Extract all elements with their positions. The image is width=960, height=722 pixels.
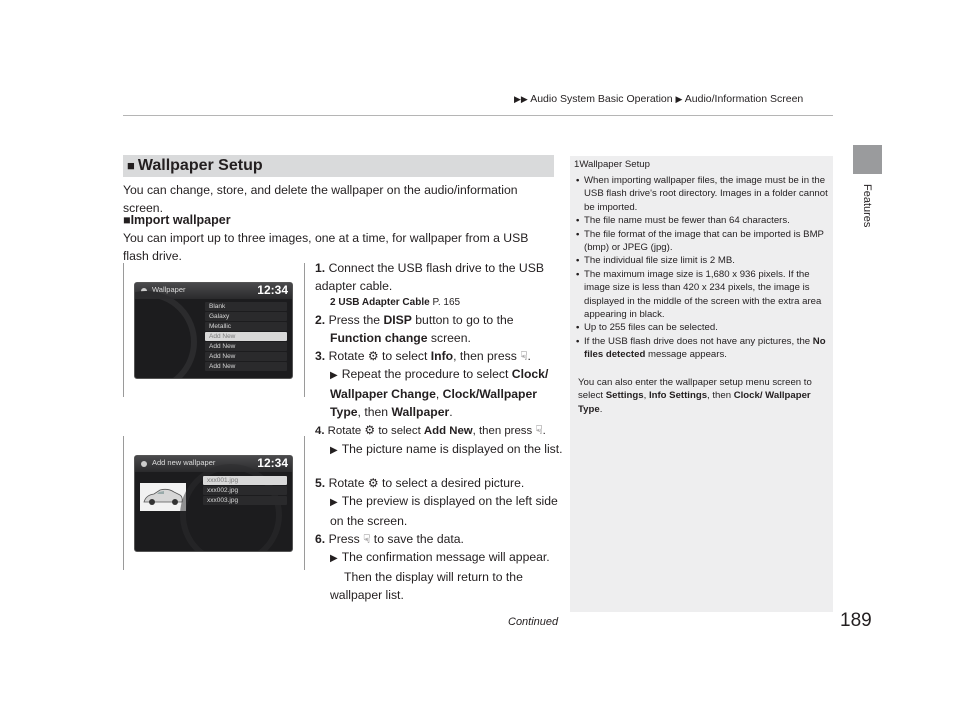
step-text: to select <box>375 425 424 437</box>
step-text: button to go to the <box>411 313 514 327</box>
menu-name: Clock/ Wallpaper Change <box>330 367 549 401</box>
step-6 <box>315 530 565 548</box>
side-note-title: Wallpaper Setup <box>579 159 650 170</box>
continued-label: Continued <box>508 616 559 628</box>
press-knob-icon: ☟ <box>535 423 543 437</box>
step-5 <box>315 474 565 492</box>
subheading-square-icon: ■ <box>123 213 131 227</box>
step-number: 4. <box>315 425 325 437</box>
subheading <box>123 211 231 229</box>
step-text: screen. <box>427 331 471 345</box>
breadcrumb-item: Audio System Basic Operation <box>530 93 673 105</box>
list-item[interactable]: Add New <box>205 332 287 341</box>
list-item[interactable]: Add New <box>205 352 287 361</box>
substep-arrow-icon: ▶ <box>330 497 338 508</box>
list-item[interactable]: xxx001.jpg <box>203 476 287 485</box>
step-text: Press the <box>328 313 384 327</box>
step-3 <box>315 347 565 365</box>
screen-title: Add new wallpaper <box>152 458 216 467</box>
step-number: 3. <box>315 349 326 363</box>
step-text: Connect the USB flash drive to the USB adapter cable. <box>315 261 544 293</box>
note-text: If the USB flash drive does not have any pictures, the <box>584 335 813 347</box>
menu-name: Clock/ Wallpaper Type <box>578 390 811 415</box>
step-5-substep <box>315 492 565 530</box>
step-text: The confirmation message will appear. <box>341 550 550 564</box>
xref-page: P. 165 <box>432 297 461 308</box>
message-name: No files detected <box>584 335 826 361</box>
menu-name: Wallpaper <box>391 405 450 419</box>
step-text: , then press <box>453 349 521 363</box>
menu-dot-icon <box>141 461 147 467</box>
xref-arrow-icon: 2 <box>330 297 336 308</box>
step-1 <box>315 259 565 295</box>
list-item[interactable]: xxx002.jpg <box>203 486 287 495</box>
cross-reference <box>315 295 565 311</box>
step-number: 1. <box>315 261 326 275</box>
step-text: Rotate <box>328 349 368 363</box>
wallpaper-list <box>205 302 287 372</box>
step-2 <box>315 311 565 347</box>
note-text: , <box>643 390 649 402</box>
note-bullet: • The maximum image size is 1,680 x 936 pixels. If the image size is less than 420 x 234 pixels, the image is displayed in the middle of the screen with the extra area appearing in black. <box>576 268 828 322</box>
section-square-icon: ■ <box>127 158 135 173</box>
step-text: Rotate <box>327 425 365 437</box>
screen-name: Function change <box>330 331 428 345</box>
menu-name: Info <box>430 349 454 363</box>
step-4-substep <box>315 440 565 460</box>
page-number: 189 <box>840 610 872 631</box>
picture-list <box>203 476 287 506</box>
wallpaper-screen <box>134 282 293 379</box>
step-text: , <box>435 387 443 401</box>
list-item[interactable]: Metallic <box>205 322 287 331</box>
menu-name: Clock/Wallpaper Type <box>330 387 538 419</box>
step-text: Repeat the procedure to select <box>341 367 512 381</box>
step-number: 6. <box>315 532 326 546</box>
breadcrumb-arrow-icon: ▶ <box>675 94 683 104</box>
step-list <box>315 259 565 604</box>
side-note-paragraph <box>578 376 826 416</box>
step-text: to select <box>378 349 431 363</box>
section-title <box>123 155 554 177</box>
step-number: 5. <box>315 476 326 490</box>
list-item[interactable]: Add New <box>205 362 287 371</box>
note-bullet: • Up to 255 files can be selected. <box>576 321 828 334</box>
dial-arc-decoration <box>134 291 197 379</box>
list-item[interactable]: Add New <box>205 342 287 351</box>
step-text: . <box>527 349 531 363</box>
step-text: . <box>449 405 453 419</box>
xref-link[interactable]: USB Adapter Cable <box>338 297 430 308</box>
chapter-tab <box>853 145 882 174</box>
step-6-substep <box>315 548 565 604</box>
list-item[interactable]: Galaxy <box>205 312 287 321</box>
note-text: . <box>599 403 603 415</box>
substep-arrow-icon: ▶ <box>330 370 338 381</box>
note-bullet: • The individual file size limit is 2 MB. <box>576 254 828 267</box>
note-bullet <box>576 335 828 362</box>
press-knob-icon: ☟ <box>363 532 371 546</box>
substep-arrow-icon: ▶ <box>330 553 338 564</box>
note-bullet: • The file name must be fewer than 64 characters. <box>576 214 828 227</box>
intro-text: You can change, store, and delete the wallpaper on the audio/information screen. <box>123 183 518 215</box>
screen-clock: 12:34 <box>257 456 288 470</box>
step-number: 2. <box>315 313 326 327</box>
car-preview-icon <box>140 483 186 511</box>
disp-button-label: DISP <box>383 313 412 327</box>
step-text: The preview is displayed on the left side on the screen. <box>330 494 558 528</box>
step-text: Rotate <box>328 476 368 490</box>
screen-title: Wallpaper <box>152 285 186 294</box>
step-text: , then press <box>472 425 536 437</box>
subheading-body: You can import up to three images, one at a time, for wallpaper from a USB flash drive. <box>123 231 529 263</box>
substep-arrow-icon: ▶ <box>330 445 338 456</box>
selector-knob-icon: ⚙ <box>367 349 379 363</box>
side-note-panel <box>570 156 833 612</box>
wallpaper-preview <box>140 483 186 511</box>
note-marker-icon: 1 <box>574 159 580 170</box>
step-4 <box>315 421 565 440</box>
chapter-label: Features <box>861 184 873 228</box>
subheading-text: Import wallpaper <box>130 213 231 227</box>
side-note-heading <box>574 158 650 171</box>
selector-knob-icon: ⚙ <box>367 476 379 490</box>
screen-clock: 12:34 <box>257 283 288 297</box>
note-text: message appears. <box>645 349 727 361</box>
note-text: , then <box>707 390 734 402</box>
menu-name: Add New <box>423 425 473 437</box>
step-text: Then the display will return to the wallpaper list. <box>330 570 523 602</box>
step-3-substep <box>315 365 565 421</box>
breadcrumb-arrow-icon: ▶▶ <box>514 94 528 104</box>
menu-name: Info Settings <box>648 390 708 402</box>
step-text: . <box>542 425 546 437</box>
step-text: Press <box>328 532 364 546</box>
menu-name: Settings <box>605 390 644 402</box>
list-item[interactable]: xxx003.jpg <box>203 496 287 505</box>
header-divider <box>123 115 833 116</box>
add-new-wallpaper-screen <box>134 455 293 552</box>
step-text: to select a desired picture. <box>378 476 525 490</box>
side-note-bullets <box>576 174 828 362</box>
step-text: , then <box>357 405 392 419</box>
list-item[interactable]: Blank <box>205 302 287 311</box>
step-text: The picture name is displayed on the list. <box>341 442 563 456</box>
breadcrumb-item: Audio/Information Screen <box>684 93 804 105</box>
section-title-text: Wallpaper Setup <box>137 157 263 174</box>
selector-knob-icon: ⚙ <box>364 423 376 437</box>
press-knob-icon: ☟ <box>520 349 528 363</box>
note-text: You can also enter the wallpaper setup menu screen to select <box>578 377 812 402</box>
note-bullet: • When importing wallpaper files, the image must be in the USB flash drive's root directory. Images in a folder cannot be imported. <box>576 174 828 214</box>
breadcrumb <box>514 93 803 105</box>
step-text: to save the data. <box>370 532 464 546</box>
note-bullet: • The file format of the image that can be imported is BMP (bmp) or JPEG (jpg). <box>576 228 828 255</box>
